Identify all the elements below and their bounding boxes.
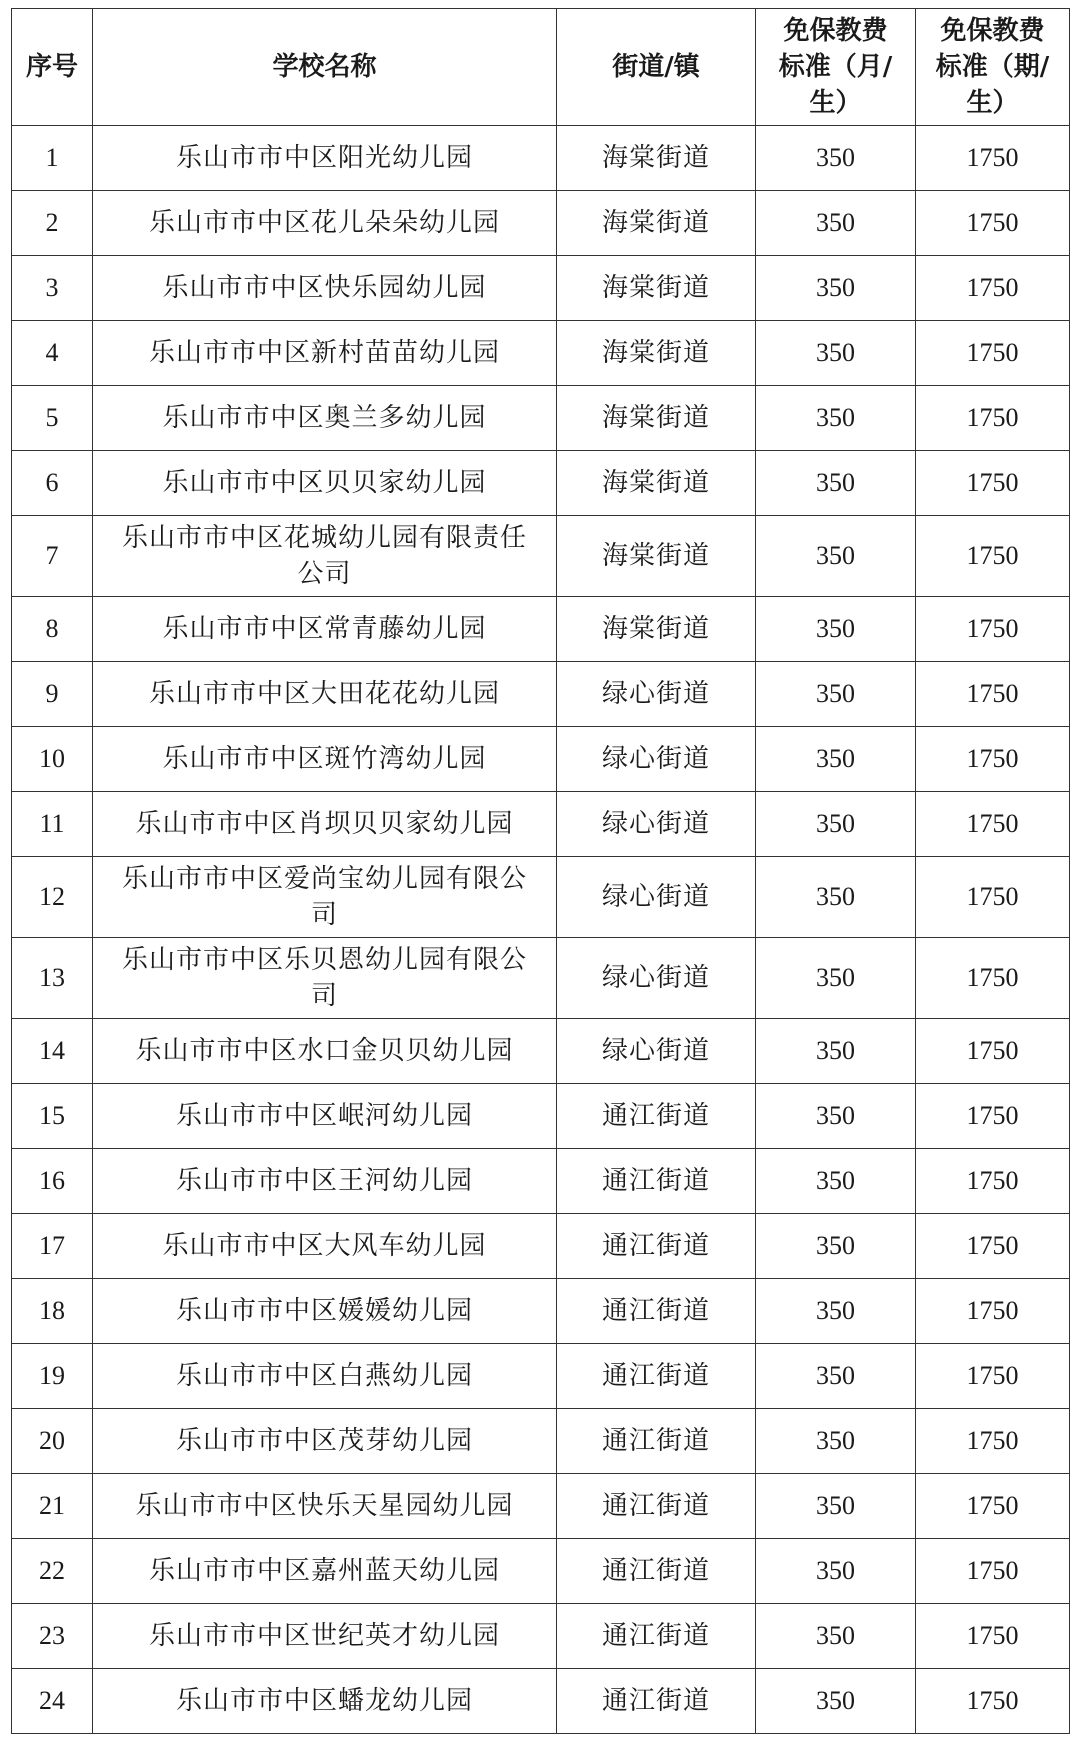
street-town: 通江街道 [557,1149,756,1214]
row-number: 17 [12,1214,93,1279]
term-fee: 1750 [916,1084,1070,1149]
school-name-cell [93,1149,557,1214]
row-number: 18 [12,1279,93,1344]
table-row [12,451,1070,516]
table-row [12,1279,1070,1344]
school-name: 乐山市市中区白燕幼儿园 [175,1361,473,1391]
school-name: 乐山市市中区嘉州蓝天幼儿园 [148,1556,500,1586]
street-town: 通江街道 [557,1539,756,1604]
table-row [12,597,1070,662]
school-name: 乐山市市中区媛媛幼儿园 [175,1296,473,1326]
table-row [12,727,1070,792]
term-fee: 1750 [916,727,1070,792]
street-town: 海棠街道 [557,256,756,321]
table-row [12,1669,1070,1734]
table-row [12,1084,1070,1149]
term-fee: 1750 [916,1409,1070,1474]
school-name-cell [93,516,557,597]
header-number: 序号 [12,9,93,126]
school-name-cell [93,1604,557,1669]
term-fee: 1750 [916,1539,1070,1604]
row-number: 19 [12,1344,93,1409]
street-town: 通江街道 [557,1344,756,1409]
row-number: 7 [12,516,93,597]
school-name-cell [93,662,557,727]
row-number: 24 [12,1669,93,1734]
term-fee: 1750 [916,451,1070,516]
term-fee: 1750 [916,1019,1070,1084]
row-number: 8 [12,597,93,662]
monthly-fee: 350 [756,857,916,938]
table-row [12,1409,1070,1474]
row-number: 5 [12,386,93,451]
row-number: 12 [12,857,93,938]
term-fee: 1750 [916,1149,1070,1214]
street-town: 通江街道 [557,1604,756,1669]
school-name-cell [93,1019,557,1084]
table-row [12,662,1070,727]
school-name: 乐山市市中区世纪英才幼儿园 [148,1621,500,1651]
term-fee: 1750 [916,191,1070,256]
monthly-fee: 350 [756,126,916,191]
school-name-cell [93,1539,557,1604]
street-town: 绿心街道 [557,792,756,857]
street-town: 海棠街道 [557,126,756,191]
term-fee: 1750 [916,662,1070,727]
row-number: 1 [12,126,93,191]
school-name: 乐山市市中区阳光幼儿园 [175,143,473,173]
monthly-fee: 350 [756,1669,916,1734]
street-town: 海棠街道 [557,191,756,256]
term-fee: 1750 [916,857,1070,938]
monthly-fee: 350 [756,191,916,256]
term-fee: 1750 [916,1344,1070,1409]
school-name-cell [93,1214,557,1279]
row-number: 9 [12,662,93,727]
street-town: 绿心街道 [557,857,756,938]
school-name: 乐山市市中区蟠龙幼儿园 [175,1686,473,1716]
term-fee: 1750 [916,1604,1070,1669]
school-name: 乐山市市中区贝贝家幼儿园 [162,468,487,498]
table-row [12,1214,1070,1279]
table-row [12,1539,1070,1604]
header-school-name: 学校名称 [93,9,557,126]
row-number: 10 [12,727,93,792]
monthly-fee: 350 [756,1019,916,1084]
row-number: 23 [12,1604,93,1669]
term-fee: 1750 [916,938,1070,1019]
street-town: 绿心街道 [557,938,756,1019]
street-town: 通江街道 [557,1474,756,1539]
street-town: 通江街道 [557,1669,756,1734]
row-number: 2 [12,191,93,256]
table-row [12,191,1070,256]
header-street-town: 街道/镇 [557,9,756,126]
school-name-cell [93,727,557,792]
term-fee: 1750 [916,792,1070,857]
row-number: 6 [12,451,93,516]
term-fee: 1750 [916,126,1070,191]
monthly-fee: 350 [756,451,916,516]
school-name: 乐山市市中区斑竹湾幼儿园 [162,744,487,774]
monthly-fee: 350 [756,386,916,451]
school-name: 乐山市市中区常青藤幼儿园 [162,614,487,644]
school-name-cell [93,938,557,1019]
street-town: 绿心街道 [557,662,756,727]
header-term-fee: 免保教费标准（期/生） [935,16,1050,118]
school-name: 乐山市市中区肖坝贝贝家幼儿园 [135,809,514,839]
school-name: 乐山市市中区快乐天星园幼儿园 [135,1491,514,1521]
monthly-fee: 350 [756,1344,916,1409]
row-number: 21 [12,1474,93,1539]
term-fee: 1750 [916,1669,1070,1734]
street-town: 绿心街道 [557,1019,756,1084]
street-town: 海棠街道 [557,386,756,451]
school-name: 乐山市市中区乐贝恩幼儿园有限公司 [121,945,527,1011]
monthly-fee: 350 [756,727,916,792]
table-row [12,1344,1070,1409]
table-row [12,321,1070,386]
school-name-cell [93,857,557,938]
school-name: 乐山市市中区大风车幼儿园 [162,1231,487,1261]
street-town: 绿心街道 [557,727,756,792]
table-row [12,1604,1070,1669]
school-name-cell [93,1669,557,1734]
street-town: 通江街道 [557,1279,756,1344]
monthly-fee: 350 [756,1214,916,1279]
school-name: 乐山市市中区奥兰多幼儿园 [162,403,487,433]
monthly-fee: 350 [756,597,916,662]
street-town: 海棠街道 [557,451,756,516]
table-row [12,516,1070,597]
school-name-cell [93,1344,557,1409]
monthly-fee: 350 [756,662,916,727]
street-town: 通江街道 [557,1409,756,1474]
street-town: 通江街道 [557,1214,756,1279]
street-town: 海棠街道 [557,597,756,662]
school-name: 乐山市市中区花儿朵朵幼儿园 [148,208,500,238]
school-name: 乐山市市中区爱尚宝幼儿园有限公司 [121,864,527,930]
monthly-fee: 350 [756,256,916,321]
school-name-cell [93,191,557,256]
street-town: 通江街道 [557,1084,756,1149]
header-monthly-fee-cell [756,9,916,126]
street-town: 海棠街道 [557,321,756,386]
school-name: 乐山市市中区茂芽幼儿园 [175,1426,473,1456]
monthly-fee: 350 [756,321,916,386]
term-fee: 1750 [916,1214,1070,1279]
term-fee: 1750 [916,321,1070,386]
monthly-fee: 350 [756,1604,916,1669]
school-name-cell [93,1474,557,1539]
row-number: 4 [12,321,93,386]
term-fee: 1750 [916,386,1070,451]
table-row [12,938,1070,1019]
school-name-cell [93,451,557,516]
table-header-row [12,9,1070,126]
header-term-fee-cell [916,9,1070,126]
school-name: 乐山市市中区王河幼儿园 [175,1166,473,1196]
school-name-cell [93,321,557,386]
row-number: 14 [12,1019,93,1084]
school-name: 乐山市市中区花城幼儿园有限责任公司 [121,523,527,589]
table-row [12,1149,1070,1214]
term-fee: 1750 [916,516,1070,597]
school-name-cell [93,1409,557,1474]
school-name-cell [93,597,557,662]
table-row [12,386,1070,451]
table-row [12,256,1070,321]
school-name-cell [93,1279,557,1344]
school-name: 乐山市市中区大田花花幼儿园 [148,679,500,709]
row-number: 3 [12,256,93,321]
kindergarten-fee-table [11,8,1070,1734]
row-number: 15 [12,1084,93,1149]
monthly-fee: 350 [756,1084,916,1149]
street-town: 海棠街道 [557,516,756,597]
monthly-fee: 350 [756,1474,916,1539]
table-row [12,792,1070,857]
row-number: 16 [12,1149,93,1214]
term-fee: 1750 [916,256,1070,321]
school-name-cell [93,386,557,451]
header-monthly-fee: 免保教费标准（月/生） [778,16,893,118]
table-row [12,126,1070,191]
row-number: 22 [12,1539,93,1604]
monthly-fee: 350 [756,1149,916,1214]
term-fee: 1750 [916,597,1070,662]
school-name-cell [93,1084,557,1149]
school-name-cell [93,792,557,857]
monthly-fee: 350 [756,1279,916,1344]
table-row [12,857,1070,938]
school-name-cell [93,126,557,191]
row-number: 20 [12,1409,93,1474]
table-row [12,1019,1070,1084]
school-name: 乐山市市中区新村苗苗幼儿园 [148,338,500,368]
monthly-fee: 350 [756,1539,916,1604]
monthly-fee: 350 [756,1409,916,1474]
school-name-cell [93,256,557,321]
term-fee: 1750 [916,1279,1070,1344]
school-name: 乐山市市中区快乐园幼儿园 [162,273,487,303]
row-number: 13 [12,938,93,1019]
monthly-fee: 350 [756,938,916,1019]
monthly-fee: 350 [756,792,916,857]
term-fee: 1750 [916,1474,1070,1539]
school-name: 乐山市市中区岷河幼儿园 [175,1101,473,1131]
school-name: 乐山市市中区水口金贝贝幼儿园 [135,1036,514,1066]
table-row [12,1474,1070,1539]
monthly-fee: 350 [756,516,916,597]
row-number: 11 [12,792,93,857]
